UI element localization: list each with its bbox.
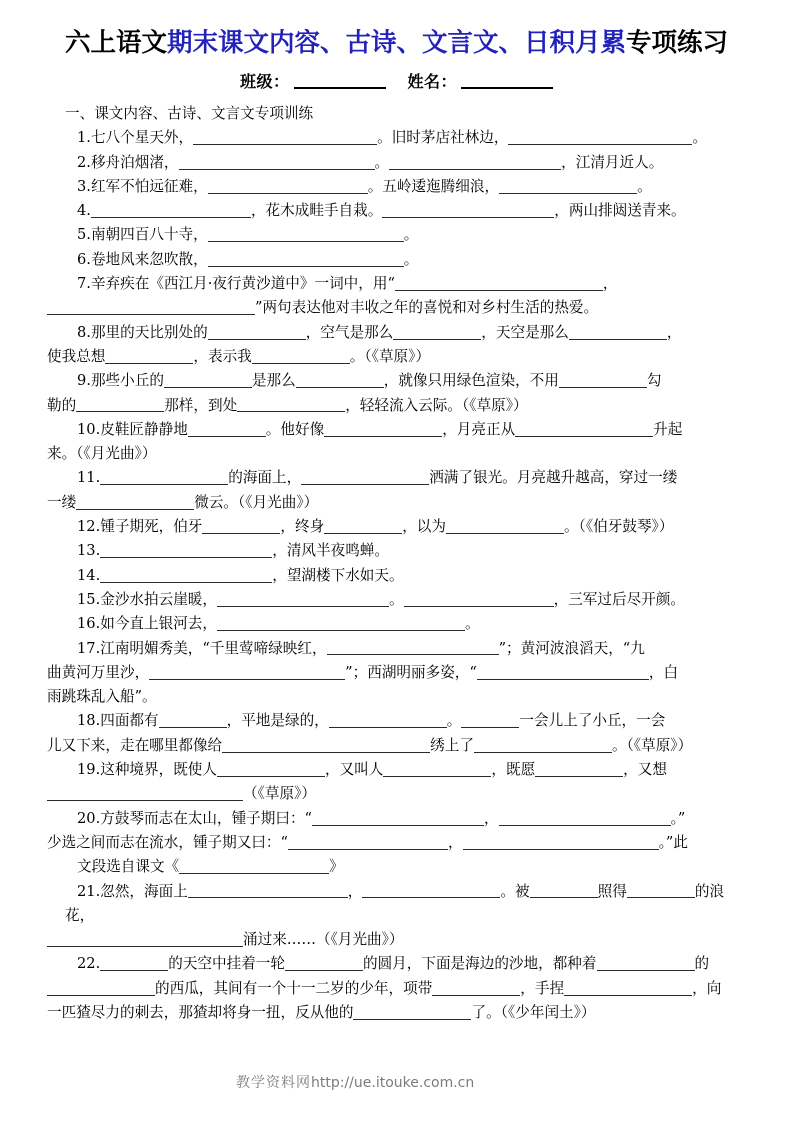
question-22 [47,952,746,976]
q2-blank-2[interactable] [389,155,561,170]
question-11 [47,466,746,490]
q7-blank-2[interactable] [47,300,255,315]
q8-text-c: ，天空是那么 [481,323,569,341]
title-part-black-prefix: 六上语文 [64,28,167,58]
q4-text-a: ，花木成畦手自栽。 [250,202,383,220]
class-label: 班级： [239,72,290,91]
q18-blank-4[interactable] [222,738,430,753]
q6-blank-1[interactable] [208,252,404,267]
q20-blank-5[interactable] [179,859,329,874]
q19-blank-1[interactable] [217,762,325,777]
q21-text-b: ， [347,882,363,900]
q18-text-f: 绣上了 [430,736,474,754]
q12-blank-2[interactable] [324,519,402,534]
q15-text-a: 金沙水拍云崖暖， [100,590,217,608]
q15-num: 15. [77,590,101,608]
question-7-line-2 [47,296,746,320]
q20-text-a: 方鼓琴而志在太山，锺子期曰：“ [100,809,312,827]
q9-text-d: 勾 [646,372,662,390]
question-8-line-2 [47,345,746,369]
question-6 [47,248,746,272]
q19-text-b: ，又叫人 [324,761,384,779]
q22-blank-1[interactable] [100,956,168,971]
class-blank[interactable] [294,73,386,89]
q20-blank-2[interactable] [499,811,671,826]
q5-num: 5. [77,226,91,244]
q22-text-g: 一匹猹尽力的刺去，那猹却将身一扭，反从他的 [47,1003,354,1021]
question-18-line-2 [47,734,746,758]
q20-text-c: 。” [670,809,686,827]
page-title [47,26,746,60]
q10-num: 10. [77,420,101,438]
q1-blank-1[interactable] [193,130,377,145]
q20-text-e: ， [447,833,463,851]
q5-text-a: 南朝四百八十寺， [90,226,208,244]
q14-num: 14. [77,566,101,584]
question-20-line-2 [47,831,746,855]
question-7 [47,272,746,296]
q18-text-g: 。（《草原》） [611,736,693,754]
q12-text-a: 锺子期死，伯牙 [100,518,203,536]
q17-blank-2[interactable] [149,665,345,680]
q1-blank-2[interactable] [508,130,692,145]
q3-num: 3. [77,177,91,195]
q5-blank-1[interactable] [208,228,404,243]
question-16 [47,612,746,636]
q11-blank-1[interactable] [100,471,228,486]
q18-blank-5[interactable] [474,738,612,753]
q11-text-c: 一缕 [47,493,77,511]
question-20 [47,807,746,831]
q20-blank-4[interactable] [463,835,659,850]
q2-text-b: 。 [374,153,390,171]
q8-blank-3[interactable] [569,325,667,340]
q20-text-f: 。”此 [658,833,688,851]
q12-num: 12. [77,518,101,536]
q17-text-d: ”；西湖明丽多姿，“ [345,663,477,681]
q19-blank-3[interactable] [535,762,623,777]
question-11-line-2 [47,491,746,515]
q1-text-c: 。 [692,129,708,147]
q8-blank-4[interactable] [105,349,193,364]
q4-text-b: ，两山排闼送青来。 [554,202,686,220]
title-part-blue: 期末课文内容、古诗、文言文、日积月累 [166,28,626,58]
question-17-line-3 [47,685,746,709]
q22-blank-2[interactable] [285,956,363,971]
name-label: 姓名： [407,72,458,91]
q21-text-d: 照得 [597,882,627,900]
q18-text-d: 一会儿上了小丘，一会 [519,712,666,730]
q10-text-e: 来。（《月光曲》） [47,445,157,463]
q6-text-b: 。 [403,250,419,268]
q21-blank-4[interactable] [627,884,695,899]
q21-text-f: 涌过来……（《月光曲》） [243,931,404,949]
q22-text-h: 了。（《少年闰土》） [471,1003,596,1021]
q9-blank-3[interactable] [559,373,647,388]
q12-text-d: 。（《伯牙鼓琴》） [563,518,674,536]
q9-text-f: 那样，到处 [164,396,238,414]
q12-blank-3[interactable] [446,519,564,534]
q11-num: 11. [77,469,101,487]
q3-text-c: 。 [637,177,652,195]
q19-text-e: （《草原》） [243,785,316,803]
q10-text-a: 皮鞋匠静静地 [100,420,188,438]
q14-blank-1[interactable] [100,568,272,583]
q13-num: 13. [77,542,101,560]
q9-num: 9. [77,372,91,390]
q21-blank-1[interactable] [188,884,348,899]
question-2 [47,151,746,175]
q4-blank-1[interactable] [91,203,251,218]
q18-text-a: 四面都有 [100,712,159,730]
q2-text-a: 移舟泊烟渚， [90,153,179,171]
q22-blank-6[interactable] [564,981,692,996]
q9-text-b: 是那么 [251,372,296,390]
question-20-line-3 [47,855,746,879]
question-22-line-3 [47,1001,746,1025]
q20-num: 20. [77,809,101,827]
q18-blank-2[interactable] [329,713,447,728]
q15-blank-2[interactable] [404,592,554,607]
q17-text-e: ，白 [648,663,679,681]
question-1 [47,126,746,150]
question-19 [47,758,746,782]
q15-blank-1[interactable] [217,592,389,607]
question-17 [47,637,746,661]
question-5 [47,223,746,247]
q3-text-b: 。五岭逶迤腾细浪， [367,177,500,195]
q7-text-b: ， [602,275,618,293]
q10-blank-1[interactable] [188,422,266,437]
q21-blank-3[interactable] [530,884,598,899]
q16-blank-1[interactable] [217,616,465,631]
q13-blank-1[interactable] [100,543,272,558]
q18-blank-1[interactable] [159,713,227,728]
question-17-line-2 [47,661,746,685]
question-18 [47,709,746,733]
q8-blank-1[interactable] [208,325,306,340]
q2-blank-1[interactable] [179,155,375,170]
q17-blank-3[interactable] [477,665,649,680]
q8-text-d: ， [666,323,682,341]
section-heading: 一、课文内容、古诗、文言文专项训练 [65,105,314,122]
q19-blank-4[interactable] [47,786,243,801]
q18-text-e: 儿又下来，走在哪里都像给 [47,736,223,754]
question-22-line-2 [47,977,746,1001]
name-blank[interactable] [461,73,553,89]
q15-text-b: 。 [388,590,404,608]
q9-blank-2[interactable] [296,373,384,388]
question-14 [47,564,746,588]
q22-num: 22. [77,955,101,973]
question-3 [47,175,746,199]
q8-num: 8. [77,323,91,341]
q22-blank-7[interactable] [353,1005,471,1020]
q13-text-a: ，清风半夜鸣蝉。 [272,542,389,560]
watermark [236,1072,474,1092]
question-4 [47,199,746,223]
q9-text-a: 那些小丘的 [90,372,164,390]
question-12 [47,515,746,539]
q7-blank-1[interactable] [395,276,603,291]
q22-text-b: 的圆月，下面是海边的沙地，都种着 [362,955,597,973]
q8-blank-2[interactable] [393,325,481,340]
q4-num: 4. [77,202,91,220]
q17-text-a: 江南明媚秀美，“千里莺啼绿映红， [100,639,327,657]
q22-blank-4[interactable] [47,981,155,996]
question-13 [47,539,746,563]
q8-text-f: ，表示我 [193,347,252,365]
q11-text-b: 洒满了银光。月亮越升越高，穿过一缕 [429,469,678,487]
q12-blank-1[interactable] [202,519,280,534]
q11-text-a: 的海面上， [228,469,302,487]
q11-blank-2[interactable] [301,471,429,486]
q3-text-a: 红军不怕远征难， [90,177,208,195]
q18-text-c: 。 [446,712,462,730]
q17-text-c: 曲黄河万里沙， [47,663,150,681]
worksheet-body [47,102,746,1025]
q2-text-c: ，江清月近人。 [561,153,664,171]
q9-blank-5[interactable] [237,398,345,413]
question-9-line-2 [47,394,746,418]
q21-text-a: 忽然，海面上 [100,882,188,900]
q15-text-c: ，三军过后尽开颜。 [553,590,685,608]
q22-text-a: 的天空中挂着一轮 [168,955,285,973]
q8-text-e: 使我总想 [47,347,106,365]
q22-text-c: 的 [694,955,710,973]
q6-num: 6. [77,250,91,268]
q8-text-g: 。（《草原》） [349,347,431,365]
q10-text-b: 。他好像 [265,420,325,438]
q2-num: 2. [77,153,91,171]
question-19-line-2 [47,782,746,806]
q19-text-c: ，既愿 [491,761,536,779]
q9-blank-1[interactable] [164,373,252,388]
q20-blank-1[interactable] [312,811,484,826]
q7-num: 7. [77,275,91,293]
q1-text-a: 七八个星天外， [90,129,194,147]
q19-num: 19. [77,761,101,779]
q9-blank-4[interactable] [76,398,164,413]
q20-text-d: 少选之间而志在流水，锺子期又曰：“ [47,833,288,851]
q10-text-d: 升起 [653,420,683,438]
question-21-line-2 [47,928,746,952]
q9-text-e: 勒的 [47,396,77,414]
q21-num: 21. [77,882,101,900]
q10-blank-2[interactable] [324,422,442,437]
q21-text-c: 。被 [500,882,530,900]
q7-text-c: ”两句表达他对丰收之年的喜悦和对乡村生活的热爱。 [255,299,599,317]
q16-text-b: 。 [464,615,480,633]
q1-num: 1. [77,129,91,147]
q5-text-b: 。 [403,226,419,244]
q12-text-b: ，终身 [280,518,325,536]
q20-text-h: 》 [329,858,344,876]
q17-text-f: 雨跳珠乱入船”。 [47,688,157,706]
watermark-url: http://ue.itouke.com.cn [311,1075,475,1091]
q4-blank-2[interactable] [382,203,554,218]
question-10 [47,418,746,442]
q21-blank-2[interactable] [362,884,500,899]
q18-blank-3[interactable] [461,713,519,728]
watermark-site-name: 教学资料网 [236,1075,311,1091]
q9-text-c: ，就像只用绿色渲染，不用 [383,372,559,390]
title-part-black-suffix: 专项练习 [626,28,729,58]
q16-num: 16. [77,615,101,633]
q19-text-d: ，又想 [623,761,667,779]
q17-num: 17. [77,639,101,657]
q21-text-e: 的浪花， [65,882,725,924]
q3-blank-2[interactable] [499,179,637,194]
q22-blank-3[interactable] [597,956,695,971]
q1-text-b: 。旧时茅店社林边， [377,129,509,147]
q22-text-f: ，向 [692,979,722,997]
student-info-row [47,69,746,92]
q10-text-c: ，月亮正从 [442,420,516,438]
q22-blank-5[interactable] [432,981,520,996]
q17-text-b: ”；黄河波浪滔天，“九 [498,639,645,657]
q21-blank-5[interactable] [47,932,243,947]
q6-text-a: 卷地风来忽吹散， [90,250,208,268]
q20-text-b: ， [484,809,499,827]
question-21 [47,880,746,929]
q17-blank-1[interactable] [327,641,499,656]
q3-blank-1[interactable] [208,179,368,194]
q8-blank-5[interactable] [252,349,350,364]
q22-text-d: 的西瓜，其间有一个十一二岁的少年，项带 [155,979,433,997]
question-15 [47,588,746,612]
question-8 [47,321,746,345]
q11-blank-3[interactable] [76,495,194,510]
q16-text-a: 如今直上银河去， [100,615,217,633]
question-10-line-2 [47,442,746,466]
q11-text-d: 微云。（《月光曲》） [194,493,319,511]
q20-blank-3[interactable] [288,835,448,850]
q18-num: 18. [77,712,101,730]
q9-text-g: ，轻轻流入云际。（《草原》） [345,396,528,414]
q20-text-g: 文段选自课文《 [77,858,180,876]
q14-text-a: ，望湖楼下水如天。 [272,566,404,584]
q19-text-a: 这种境界，既使人 [100,761,217,779]
q10-blank-3[interactable] [515,422,653,437]
q12-text-c: ，以为 [402,518,446,536]
q8-text-a: 那里的天比别处的 [90,323,208,341]
q18-text-b: ，平地是绿的， [226,712,329,730]
q19-blank-2[interactable] [383,762,491,777]
question-9 [47,369,746,393]
q7-text-a: 辛弃疾在《西江月·夜行黄沙道中》一词中，用“ [90,275,395,293]
q8-text-b: ，空气是那么 [305,323,394,341]
q22-text-e: ，手捏 [520,979,565,997]
